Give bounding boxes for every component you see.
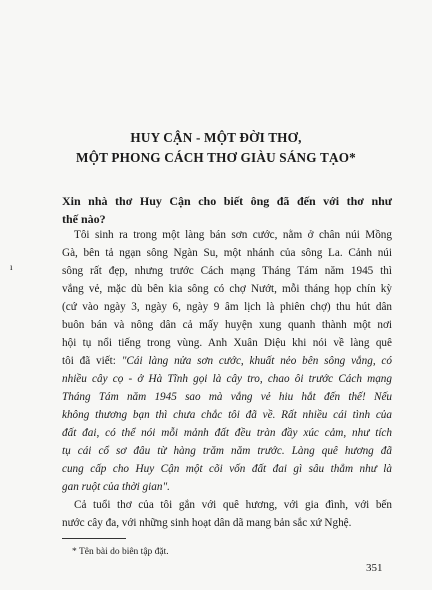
interview-question xyxy=(62,192,392,228)
margin-mark: ı xyxy=(10,262,13,272)
page-number: 351 xyxy=(366,562,383,574)
quote-text: "Cái làng nửa sơn cước, khuất nẻo bên sông vắng, có xyxy=(121,355,392,367)
quote-line: gan ruột của thời gian". xyxy=(62,481,170,493)
article-title-line-2: MỘT PHONG CÁCH THƠ GIÀU SÁNG TẠO* xyxy=(76,150,356,165)
quote-line: không thương bạn thì chưa chắc tôi đã về. Rất nhiều cái tình của xyxy=(62,409,392,421)
body-line-with-quote xyxy=(62,354,392,368)
footnote-divider xyxy=(62,538,126,539)
body-line: (cứ vào ngày 3, ngày 6, ngày 9 âm lịch là phiên chợ) thu hút dân xyxy=(62,301,392,313)
footnote: * Tên bài do biên tập đặt. xyxy=(72,547,169,557)
body-line: Cả tuổi thơ của tôi gắn với quê hương, với gia đình, với bến xyxy=(74,499,392,511)
article-title-line-1: HUY CẬN - MỘT ĐỜI THƠ, xyxy=(130,130,302,145)
quote-line: đất đai, có thể nói mỗi mảnh đất đều tràn đầy xúc cảm, như tích xyxy=(62,427,392,439)
body-line: Tôi sinh ra trong một làng bán sơn cước, nằm ở chân núi Mồng xyxy=(74,229,392,241)
body-line: vắng vẻ, mặc dù bên kia sông có chợ Nướt, mỗi tháng họp chín kỳ xyxy=(62,283,392,295)
body-line: nước cây đa, với những sinh hoạt dân dã mang bản sắc xứ Nghệ. xyxy=(62,517,352,529)
body-line: sông rất đẹp, nhưng trước Cách mạng Tháng Tám năm 1945 thì xyxy=(62,265,392,277)
body-line: Gà, bên tả ngạn sông Ngàn Su, một nhánh của sông La. Cảnh núi xyxy=(62,247,392,259)
body-line: buôn bán và nông dân cả mấy huyện xung quanh thành một nơi xyxy=(62,319,392,331)
quote-intro: tôi đã viết: xyxy=(62,355,122,367)
quote-line: cung cấp cho Huy Cận một cõi vốn đất đai gì sâu thẳm như là xyxy=(62,463,392,475)
question-line-1: Xin nhà thơ Huy Cận cho biết ông đã đến với thơ như xyxy=(62,194,392,208)
quote-line: nhiều cây cọ - ở Hà Tĩnh gọi là cây tro, chao ôi trước Cách mạng xyxy=(62,373,392,385)
quote-line: tụ cái cổ sơ đâu từ hàng trăm năm trước. Làng quê hương đã xyxy=(62,445,392,457)
quote-line: Tháng Tám năm 1945 sao mà vắng vẻ hiu hắt đến thế! Nếu xyxy=(62,391,392,403)
body-line: hội tụ nổi tiếng trong vùng. Anh Xuân Diệu khi nói về làng quê xyxy=(62,337,392,349)
question-line-2: thế nào? xyxy=(62,212,106,226)
